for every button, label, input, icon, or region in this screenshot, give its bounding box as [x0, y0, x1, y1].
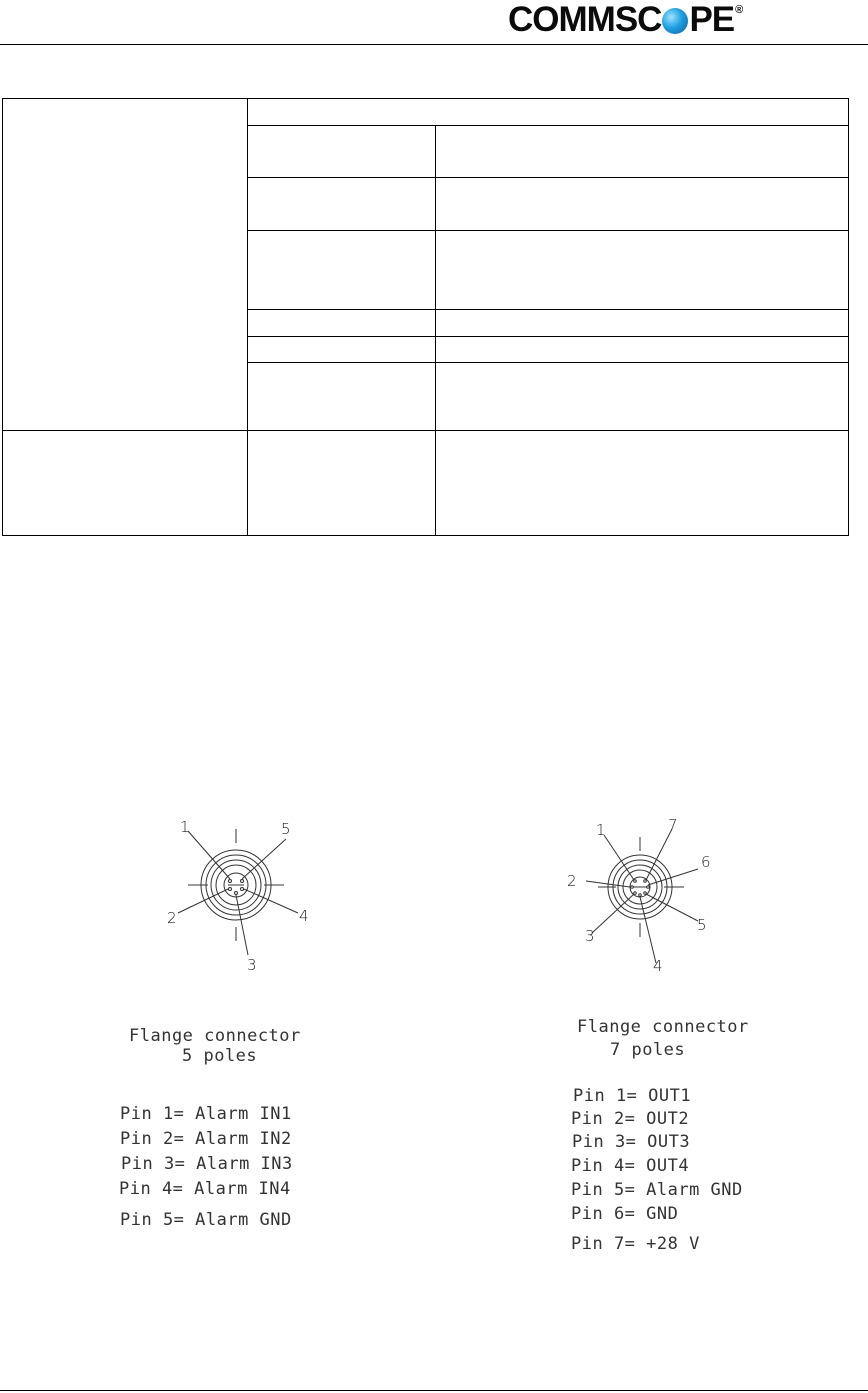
c7-pin-desc-6: Pin 6= GND: [571, 1204, 679, 1224]
connector-5-title: Flange connector: [129, 1026, 301, 1046]
c7-pin-desc-1: Pin 1= OUT1: [573, 1086, 692, 1106]
c5-pin-desc-2: Pin 2= Alarm IN2: [120, 1129, 292, 1149]
c7-pin-desc-3: Pin 3= OUT3: [572, 1132, 691, 1152]
c5-pin-desc-3: Pin 3= Alarm IN3: [121, 1154, 293, 1174]
logo-registered-mark: ®: [735, 4, 743, 16]
commscope-logo: [508, 0, 742, 40]
footer-rule: [0, 1390, 868, 1391]
c7-pin-label-3: 3: [585, 927, 595, 945]
c5-pin-desc-5: Pin 5= Alarm GND: [120, 1210, 292, 1230]
c5-pin-label-3: 3: [247, 956, 257, 974]
c5-pin-desc-1: Pin 1= Alarm IN1: [120, 1104, 292, 1124]
c5-pin-label-1: 1: [180, 818, 190, 836]
logo-text-a: COMM: [508, 0, 615, 39]
c7-pin-desc-4: Pin 4= OUT4: [571, 1156, 690, 1176]
c7-pin-desc-5: Pin 5= Alarm GND: [571, 1180, 743, 1200]
connector-7-subtitle: 7 poles: [610, 1040, 686, 1060]
c7-pin-label-4: 4: [653, 957, 663, 975]
c7-pin-desc-7: Pin 7= +28 V: [571, 1234, 700, 1254]
logo-text-c: PE: [689, 0, 735, 39]
c7-pin-label-5: 5: [697, 916, 707, 934]
logo-text-b: SC: [614, 0, 662, 39]
connector-5-subtitle: 5 poles: [182, 1046, 258, 1066]
connector-7-title: Flange connector: [577, 1017, 749, 1037]
c7-pin-label-7: 7: [668, 816, 678, 834]
connector-7-pole-drawing: [560, 815, 720, 985]
c7-pin-label-6: 6: [701, 853, 711, 871]
header-rule: [0, 44, 868, 45]
c5-pin-label-4: 4: [299, 907, 309, 925]
c5-pin-desc-4: Pin 4= Alarm IN4: [119, 1179, 291, 1199]
logo-globe-icon: [662, 8, 688, 34]
connector-5-pole-drawing: [160, 815, 320, 985]
c7-pin-label-2: 2: [567, 872, 577, 890]
c5-pin-label-2: 2: [167, 909, 177, 927]
c7-pin-desc-2: Pin 2= OUT2: [571, 1109, 690, 1129]
c7-pin-label-1: 1: [596, 821, 606, 839]
c5-pin-label-5: 5: [281, 820, 291, 838]
